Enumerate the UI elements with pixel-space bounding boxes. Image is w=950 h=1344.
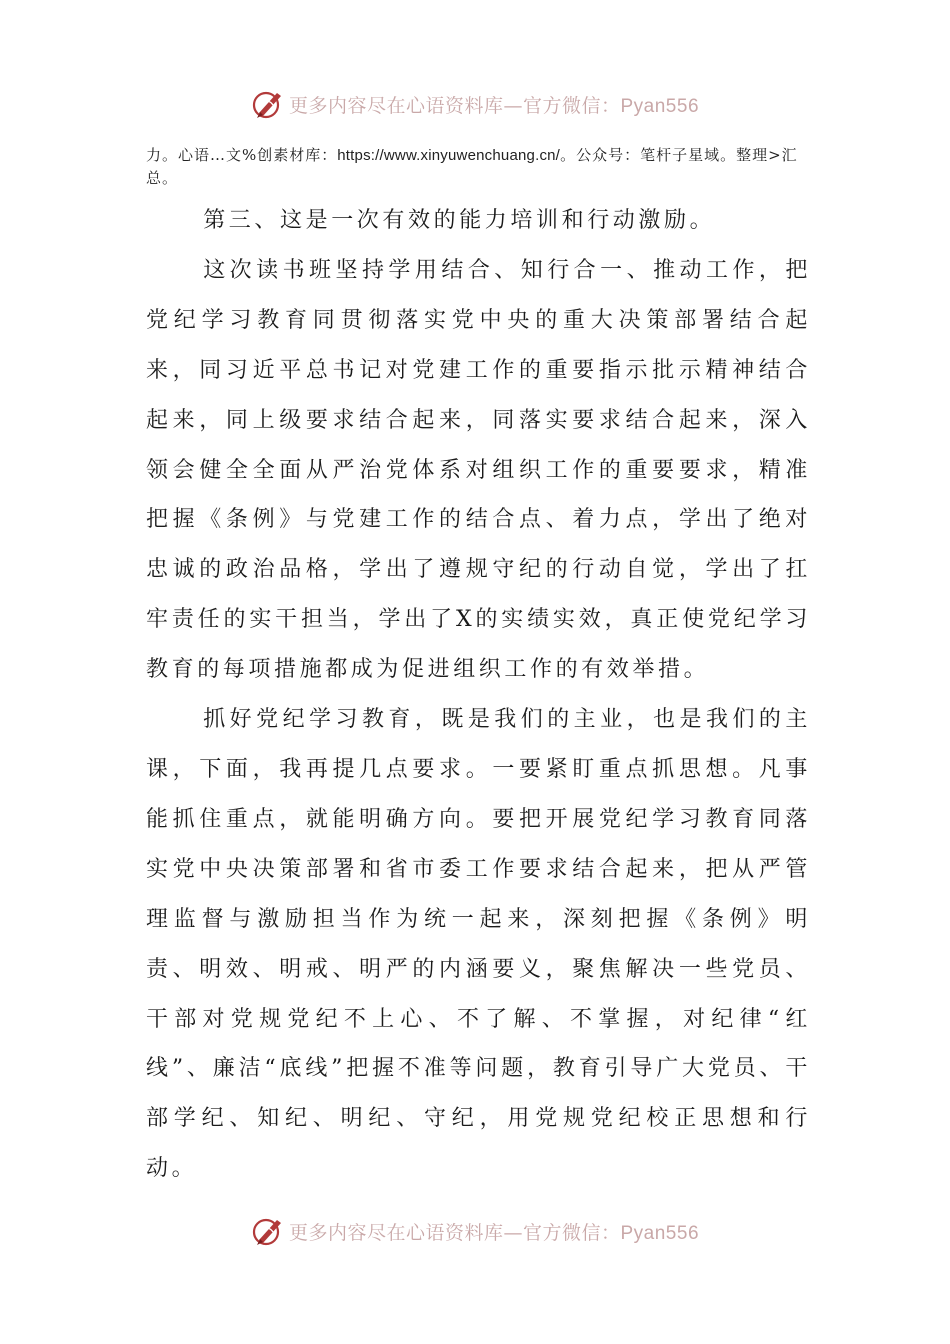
body-text	[146, 196, 811, 1194]
note-url: https://www.xinyuwenchuang.cn/	[337, 147, 561, 164]
banner-label: 更多内容尽在心语资料库—官方微信：	[288, 94, 621, 117]
note-prefix: 力。心语…文%创素材库：	[146, 146, 338, 164]
pen-logo-icon	[251, 87, 285, 121]
pen-logo-icon	[251, 1214, 285, 1248]
source-note	[146, 144, 806, 190]
paragraph-heading: 第三、这是一次有效的能力培训和行动激励。	[203, 208, 716, 233]
header-banner	[0, 84, 950, 124]
paragraph: 这次读书班坚持学用结合、知行合一、推动工作，把党纪学习教育同贯彻落实党中央的重大决策部署结合起来，同习近平总书记对党建工作的重要指示批示精神结合起来，同上级要求结合起来，同落实要求结合起来，深入领会健全全面从严治党体系对组织工作的重要要求，精准把握《条例》与党建工作的结合点、着力点，学出了绝对忠诚的政治品格，学出了遵规守纪的行动自觉，学出了扛牢责任的实干担当，学出了X的实绩实效，真正使党纪学习教育的每项措施都成为促进组织工作的有效举措。	[146, 257, 811, 683]
paragraph: 抓好党纪学习教育，既是我们的主业，也是我们的主课，下面，我再提几点要求。一要紧盯重点抓思想。凡事能抓住重点，就能明确方向。要把开展党纪学习教育同落实党中央决策部署和省市委工作要求结合起来，把从严管理监督与激励担当作为统一起来，深刻把握《条例》明责、明效、明戒、明严的内涵要义，聚焦解决一些党员、干部对党规党纪不上心、不了解、不掌握，对纪律“红线”、廉洁“底线”把握不准等问题，教育引导广大党员、干部学纪、知纪、明纪、守纪，用党规党纪校正思想和行动。	[146, 707, 811, 1182]
note-suffix: 。公众号：笔杆子星域。整理>汇总。	[146, 146, 798, 187]
banner-wechat-id: Pyan556	[620, 95, 700, 117]
banner-wechat-id: Pyan556	[620, 1222, 700, 1244]
banner-text	[289, 91, 699, 118]
banner-text	[289, 1218, 699, 1245]
footer-banner	[0, 1211, 950, 1251]
banner-label: 更多内容尽在心语资料库—官方微信：	[288, 1221, 621, 1244]
